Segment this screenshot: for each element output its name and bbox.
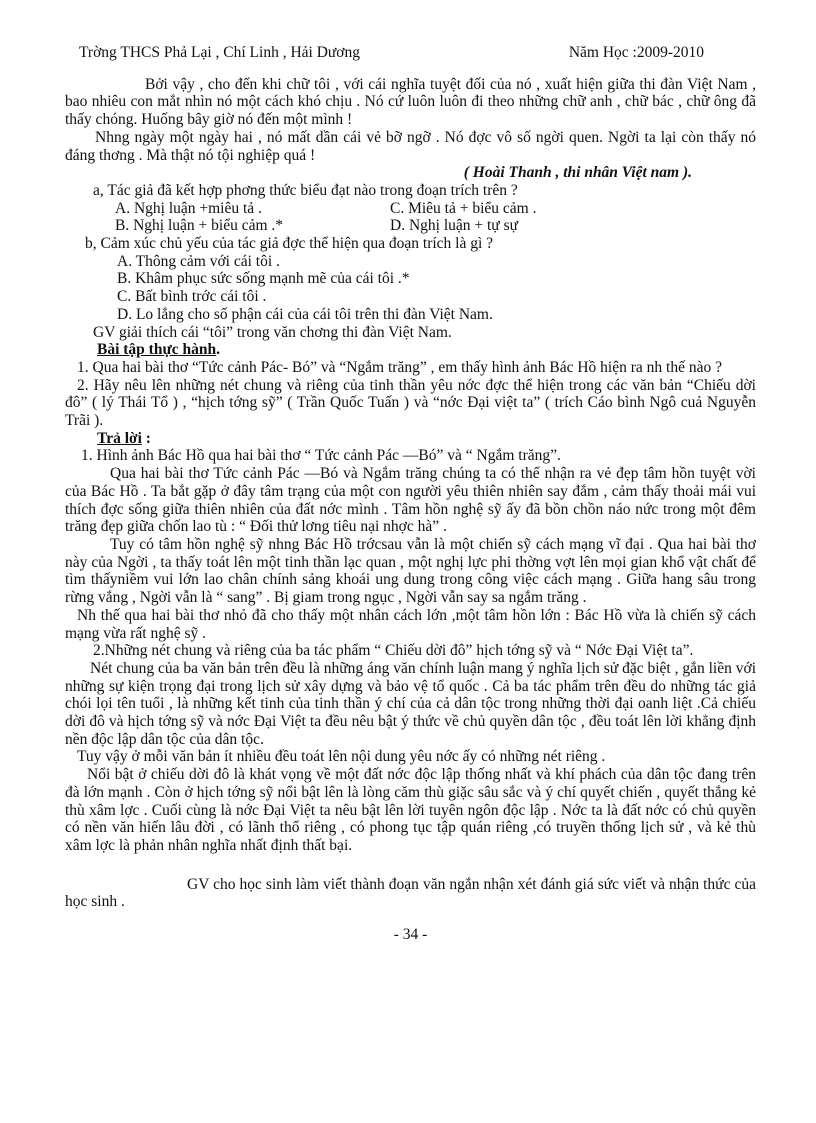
intro-paragraph-1: Bởi vậy , cho đến khi chữ tôi , với cái nghĩa tuyệt đối của nó , xuất hiện giữa thi đàn Việt Nam , bao nhiêu con mắt nhìn nó một cách khó chịu . Nó cứ luôn luôn đi theo những chữ anh , chữ bác , chữ ông đã thấy chóng. Huống bây giờ nó đến một mình ! (65, 75, 756, 129)
quote-attribution: ( Hoài Thanh , thi nhân Việt nam ). (463, 164, 692, 182)
question-b-option-d: D. Lo lắng cho số phận cái của cái tôi trên thi đàn Việt Nam. (117, 305, 493, 323)
answers-heading-suffix: : (141, 429, 151, 447)
answer-1-title: 1. Hình ảnh Bác Hồ qua hai bài thơ “ Tức cảnh Pác —Bó” và “ Ngắm trăng”. (81, 447, 561, 465)
answer-1-paragraph-2: Tuy có tâm hồn nghệ sỹ nhng Bác Hồ trớcsau vẫn là một chiến sỹ cách mạng vĩ đại . Qua hai bài thơ này của Ngời , ta thấy toát lên một tinh thần lạc quan , một nghị lực phi thờng vợt lên mọi gian khổ vật chất để tìm thấyniềm vui lớn lao chân chính sảng khoái ung dung trong công việc cách mạng . Giữa hang sâu trong rừng vắng , Ngời vẫn là “ sang” . Bị giam trong ngục , Ngời vẫn say sa ngắm trăng . (65, 535, 756, 607)
question-b-option-a: A. Thông cảm với cái tôi . (117, 252, 280, 270)
school-year: Năm Học :2009-2010 (568, 44, 704, 61)
practice-section-heading (97, 341, 756, 359)
page-number: - 34 - (393, 926, 428, 944)
answer-2-title: 2.Những nét chung và riêng của ba tác phẩm “ Chiếu dời đô” hịch tớng sỹ và “ Nớc Đại Việt ta”. (93, 642, 694, 660)
option-a: A. Nghị luận +miêu tả . (115, 199, 262, 217)
practice-heading-suffix: . (216, 341, 221, 359)
answer-1-paragraph-3: Nh thế qua hai bài thơ nhỏ đã cho thấy một nhân cách lớn ,một tâm hồn lớn : Bác Hồ vừa là chiến sỹ cách mạng vừa rất nghệ sỹ . (65, 606, 756, 642)
school-name: Trờng THCS Phả Lại , Chí Linh , Hải Dương (79, 44, 360, 61)
document-header (65, 44, 756, 62)
question-a-options-row-2 (115, 217, 756, 235)
closing-instruction: GV cho học sinh làm viết thành đoạn văn ngắn nhận xét đánh giá sức viết và nhận thức của học sinh . (65, 875, 756, 911)
answers-section-heading (97, 430, 756, 448)
question-b-option-c: C. Bất bình trớc cái tôi . (117, 288, 267, 306)
teacher-note: GV giải thích cái “tôi” trong văn chơng thi đàn Việt Nam. (93, 323, 452, 341)
practice-heading-text: Bài tập thực hành (97, 341, 217, 359)
question-a-options-row-1 (115, 200, 756, 218)
option-c: C. Miêu tả + biểu cảm . (390, 199, 537, 217)
answer-2-paragraph-1: Nét chung của ba văn bản trên đều là những áng văn chính luận mang ý nghĩa lịch sử đặc biệt , gắn liền với những sự kiện trọng đại trong lịch sử xây dựng và bảo vệ tổ quốc . Cả ba tác phẩm trên đều do những tác giả chói lọi tên tuổi , là những kết tinh của tinh thần ý chí của cả dân tộc trong những thời đại oanh liệt .Cả chiếu dời đô và hịch tớng sỹ và nớc Đại Việt ta đều nêu bật ý thức về chủ quyền dân tộc , đều toát lên lời khẳng định nền độc lập dân tộc của dân tộc. (65, 659, 756, 748)
intro-paragraph-2: Nhng ngày một ngày hai , nó mất dần cái vẻ bỡ ngỡ . Nó đợc vô số ngời quen. Ngời ta lại còn thấy nó đáng thơng . Mà thật nó tội nghiệp quá ! (65, 128, 756, 164)
option-b: B. Nghị luận + biểu cảm .* (115, 217, 284, 235)
answer-2-paragraph-2: Tuy vậy ở mỗi văn bản ít nhiều đều toát lên nội dung yêu nớc ấy có những nét riêng . (77, 748, 606, 766)
practice-item-1: 1. Qua hai bài thơ “Tức cảnh Pác- Bó” và “Ngắm trăng” , em thấy hình ảnh Bác Hồ hiện ra nh thế nào ? (77, 358, 722, 376)
option-d: D. Nghị luận + tự sự (390, 217, 519, 235)
question-a: a, Tác giả đã kết hợp phơng thức biểu đạt nào trong đoạn trích trên ? (93, 181, 518, 199)
answer-2-paragraph-3: Nổi bật ở chiếu dời đô là khát vọng về một đất nớc độc lập thống nhất và khí phách của dân tộc đang trên đà lớn mạnh . Còn ở hịch tớng sỹ nổi bật lên là lòng căm thù giặc sâu sắc và ý chí quyết chiến , quyết thắng kẻ thù xâm lợc . Cuối cùng là nớc Đại Việt ta nêu bật lên lời tuyên ngôn độc lập . Nớc ta là đất nớc có chủ quyền có nền văn hiến lâu đời , có lãnh thổ riêng , có phong tục tập quán riêng ,có truyền thống lịch sử , và kẻ thù xâm lợc là phản nhân nghĩa nhất định thất bại. (65, 766, 756, 854)
answers-heading-text: Trả lời (97, 429, 142, 447)
practice-item-2: 2. Hãy nêu lên những nét chung và riêng của tinh thần yêu nớc đợc thể hiện trong các văn bản “Chiếu dời đô” ( lý Thái Tổ ) , “hịch tớng sỹ” ( Trần Quốc Tuấn ) và “nớc Đại việt ta” ( trích Cáo bình Ngô cuả Nguyễn Trãi ). (65, 376, 756, 430)
question-b-option-b: B. Khâm phục sức sống mạnh mẽ của cái tôi .* (117, 270, 410, 288)
answer-1-paragraph-1: Qua hai bài thơ Tức cảnh Pác —Bó và Ngắm trăng chúng ta có thể nhận ra vẻ đẹp tâm hồn tuyệt vời của Bác Hồ . Ta bắt gặp ở đây tâm trạng của một con người yêu thiên nhiên say đắm , cảm thấy thoải mái vui thích đợc sống giữa thiên nhiên của đất nớc mình . Tâm hồn nghệ sỹ ấy đã bồn chồn náo nức trong một đêm trăng đẹp giữa chốn lao tù : “ Đối thử lơng tiêu nại nhợc hà” . (65, 465, 756, 536)
question-b: b, Cảm xúc chủ yếu của tác giả đợc thể hiện qua đoạn trích là gì ? (85, 235, 494, 253)
